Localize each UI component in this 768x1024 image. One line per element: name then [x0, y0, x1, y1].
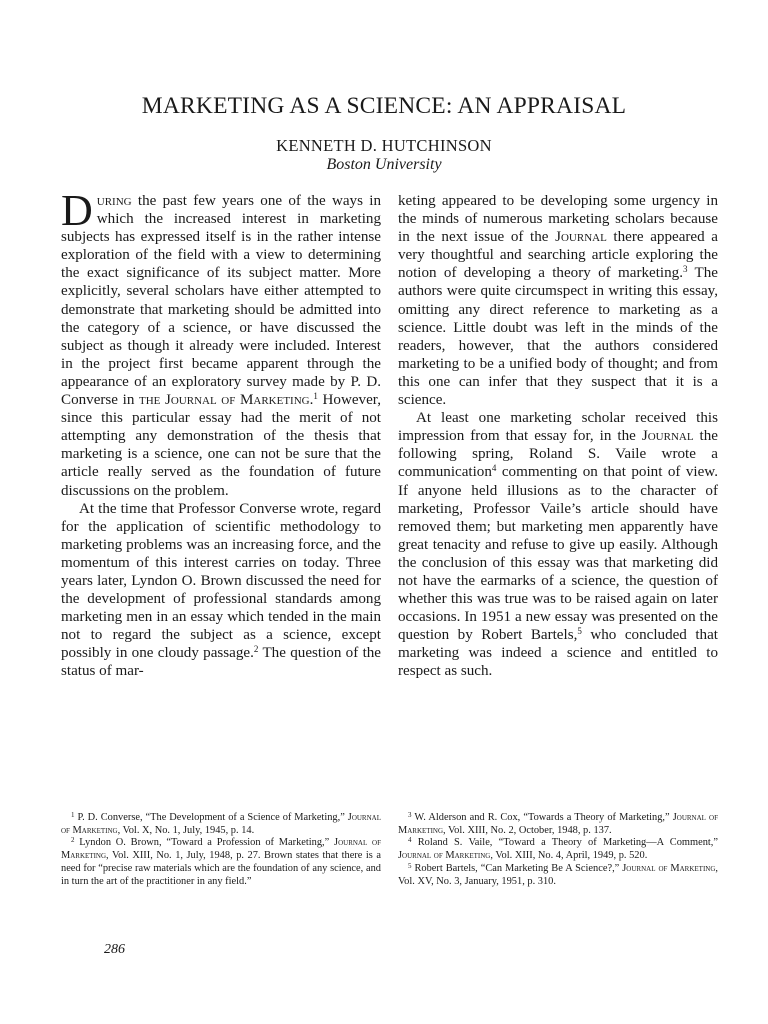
footnote-text: Roland S. Vaile, “Toward a Theory of Marketing—A Comment,” — [411, 837, 718, 849]
footnote-ref: 3 — [682, 264, 688, 275]
body-column-left — [61, 186, 382, 681]
journal-name: Journal of Marketing — [61, 837, 381, 862]
footnote — [398, 837, 718, 862]
footnote — [398, 812, 718, 837]
journal-name: Journal of Marketing — [398, 812, 718, 836]
paragraph-text: there appeared a very thoughtful and searching article exploring the notion of developing a theory of marketing. — [398, 229, 718, 282]
paragraph-text: At least one marketing scholar received this impression from that essay for, in the — [398, 410, 718, 445]
paragraph-text: The question of the status of mar- — [61, 645, 382, 680]
footnote-text: , Vol. XIII, No. 1, July, 1948, p. 27. Brown states that there is a need for “precise raw materials which are the foundation of any science, and in turn the art of the practitioner in any field.” — [61, 850, 381, 887]
body-paragraph — [398, 409, 718, 680]
body-paragraph — [61, 186, 381, 500]
journal-name: Journal of Marketing — [61, 812, 381, 836]
body-column-right — [398, 192, 718, 681]
journal-name: Journal — [641, 428, 694, 445]
footnote-text: Lyndon O. Brown, “Toward a Profession of Marketing,” — [74, 837, 335, 849]
paragraph-text: commenting on that point of view. If anyone held illusions as to the character of marketing, Professor Vaile’s article should have removed them; but marketing men apparently have great tenacity and refuse to give up easily. Although the conclusion of this essay was that marketing did not have the earmarks of a science, the question of whether this was true was to be raised again on later occasions. In 1951 a new essay was presented on the question by Robert Bartels, — [398, 464, 718, 644]
journal-name: Journal of Marketing — [622, 862, 716, 874]
footnote-text: P. D. Converse, “The Development of a Science of Marketing,” — [74, 812, 348, 823]
footnotes-left — [61, 812, 381, 888]
footnote-text: , Vol. XIII, No. 2, October, 1948, p. 137. — [443, 824, 612, 836]
footnote — [398, 863, 718, 888]
paragraph-text: the following spring, Roland S. Vaile wrote a communication — [398, 428, 718, 481]
footnote-number: 3 — [408, 811, 412, 819]
paragraph-text: who concluded that marketing was indeed a science and entitled to respect as such. — [398, 627, 718, 680]
paragraph-text: The authors were quite circumspect in writing this essay, omitting any direct reference to marketing as a science. Little doubt was left in the minds of the readers, however, that the authors considered marketing to be a unified body of thought; and from this one can infer that they suspect that it is a science. — [398, 265, 719, 409]
footnote-number: 5 — [408, 861, 412, 870]
author-affiliation: Boston University — [326, 156, 442, 173]
page-number: 286 — [104, 942, 125, 957]
footnote-ref: 5 — [577, 626, 582, 637]
author-name: KENNETH D. HUTCHINSON — [276, 136, 492, 155]
footnote-ref: 1 — [313, 391, 318, 402]
drop-cap: D — [61, 186, 93, 235]
paragraph-text: At the time that Professor Converse wrote, regard for the application of scientific methodology to marketing problems was an increasing force, and the momentum of this interest carries on today. Three years later, Lyndon O. Brown discussed the need for the development of professional standards among marketing men in an essay which tended in the main not to regard the subject as a science, except possibly in one cloudy passage. — [61, 500, 381, 662]
journal-name: Journal of Marketing — [398, 850, 491, 862]
footnote-number: 2 — [71, 836, 75, 845]
footnote — [61, 812, 381, 837]
footnote-ref: 2 — [253, 644, 259, 655]
footnotes-right — [398, 812, 718, 888]
body-paragraph — [61, 500, 381, 681]
lead-in-smallcaps: uring — [96, 193, 132, 209]
journal-name: the Journal of Marketing. — [138, 392, 314, 409]
paragraph-text: However, since this particular essay had the merit of not attempting any demonstration of the thesis that marketing is a science, one can not be sure that the article really served as the foundation of future discussions on the problem. — [61, 392, 381, 499]
footnote-number: 1 — [71, 811, 75, 819]
journal-name: Journal — [555, 229, 607, 246]
footnote-number: 4 — [408, 836, 412, 845]
footnote-text: Robert Bartels, “Can Marketing Be A Science?,” — [411, 862, 623, 874]
footnote-text: , Vol. XIII, No. 4, April, 1949, p. 520. — [490, 850, 648, 862]
footnote-ref: 4 — [491, 463, 497, 474]
paragraph-text: the past few years one of the ways in which the increased interest in marketing subjects has expressed itself is in the rather intense exploration of the field with a view to determining the exact significance of its subject matter. More explicitly, several scholars have either attempted to demonstrate that marketing should be admitted into the category of a science, or have discussed the subject as though it already were included. Interest in the project first became apparent through the appearance of an exploratory survey made by P. D. Converse in — [61, 193, 381, 409]
paragraph-text: keting appeared to be developing some urgency in the minds of numerous marketing scholars because in the next issue of the — [398, 193, 718, 246]
article-title: MARKETING AS A SCIENCE: AN APPRAISAL — [141, 93, 627, 119]
footnote — [61, 837, 381, 888]
footnote-text: , Vol. X, No. 1, July, 1945, p. 14. — [117, 824, 255, 836]
footnote-text: W. Alderson and R. Cox, “Towards a Theory of Marketing,” — [411, 812, 673, 823]
footnote-text: , Vol. XV, No. 3, January, 1951, p. 310. — [398, 862, 718, 887]
body-paragraph — [398, 192, 718, 409]
